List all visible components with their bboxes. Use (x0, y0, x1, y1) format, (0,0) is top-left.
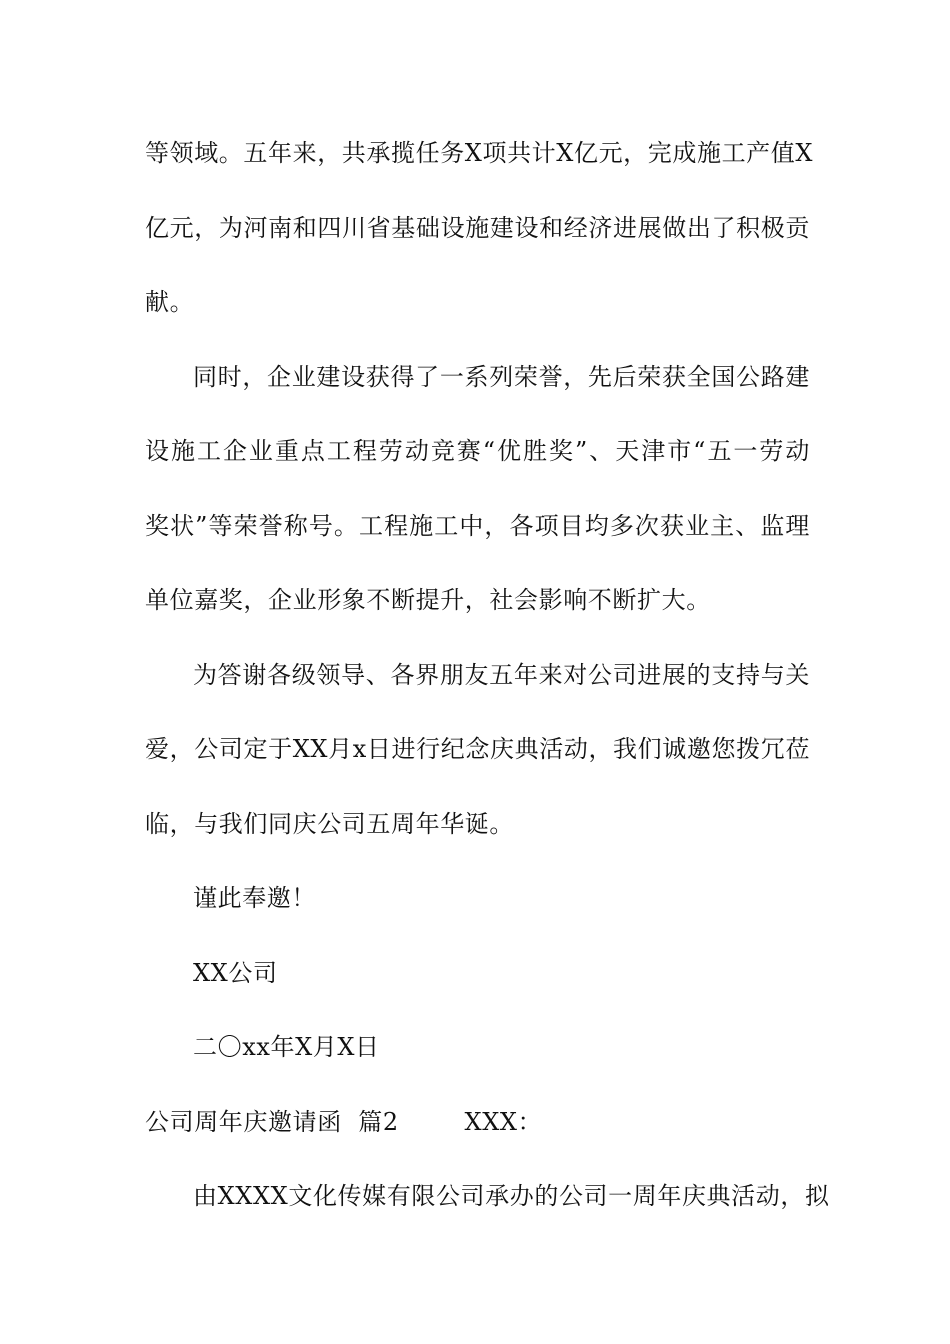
paragraph-1-line-1: 等领域。五年来，共承揽任务X项共计X亿元，完成施工产值X (145, 139, 814, 167)
closing-phrase: 谨此奉邀！ (193, 884, 316, 912)
paragraph-3-line-3: 临，与我们同庆公司五周年华诞。 (145, 810, 514, 838)
paragraph-4-line-1: 由XXXX文化传媒有限公司承办的公司一周年庆典活动，拟 (193, 1182, 830, 1210)
signature-company: XX公司 (193, 959, 278, 987)
paragraph-2-line-4: 单位嘉奖，企业形象不断提升，社会影响不断扩大。 (145, 586, 711, 614)
signature-date: 二〇xx年X月X日 (193, 1033, 380, 1061)
paragraph-2-line-1: 同时，企业建设获得了一系列荣誉，先后荣获全国公路建 (193, 363, 810, 391)
paragraph-2-line-3: 奖状”等荣誉称号。工程施工中，各项目均多次获业主、监理 (145, 512, 810, 540)
paragraph-1-line-2: 亿元，为河南和四川省基础设施建设和经济进展做出了积极贡 (145, 214, 810, 242)
paragraph-2-line-2: 设施工企业重点工程劳动竞赛“优胜奖”、天津市“五一劳动 (145, 437, 810, 465)
section-heading: 公司周年庆邀请函 篇2 XXX： (145, 1108, 543, 1136)
paragraph-3-line-2: 爱，公司定于XX月x日进行纪念庆典活动，我们诚邀您拨冗莅 (145, 735, 810, 763)
paragraph-1-line-3: 献。 (145, 288, 195, 316)
paragraph-3-line-1: 为答谢各级领导、各界朋友五年来对公司进展的支持与关 (193, 661, 810, 689)
